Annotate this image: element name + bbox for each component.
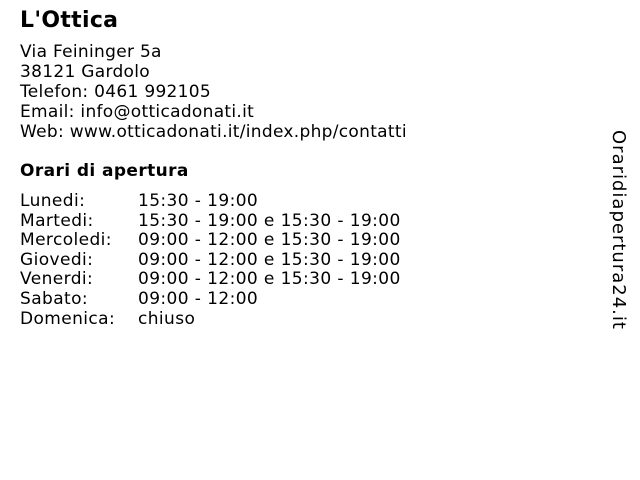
day-label: Sabato:: [20, 288, 89, 309]
hours-row-monday: [20, 192, 401, 212]
web-label: Web:: [20, 122, 64, 142]
watermark-site-name: Oraridiapertura24.it: [608, 130, 629, 330]
hours-table: [20, 192, 401, 329]
day-hours: 15:30 - 19:00: [138, 191, 259, 211]
hours-row-friday: [20, 270, 401, 290]
phone-line: [20, 82, 407, 102]
email-line: [20, 102, 407, 122]
day-label: Mercoledi:: [20, 230, 112, 251]
day-hours: 09:00 - 12:00 e 15:30 - 19:00: [138, 230, 401, 251]
day-hours: 09:00 - 12:00: [138, 288, 259, 309]
day-hours: 09:00 - 12:00 e 15:30 - 19:00: [138, 249, 401, 270]
hours-row-thursday: [20, 251, 401, 271]
contact-block: [20, 42, 407, 142]
day-label: Martedi:: [20, 210, 94, 231]
day-label: Venerdi:: [20, 269, 94, 290]
day-label: Lunedi:: [20, 191, 86, 211]
day-hours: chiuso: [138, 308, 196, 329]
hours-title: Orari di apertura: [20, 161, 189, 181]
phone-label: Telefon:: [20, 82, 89, 102]
day-label: Giovedi:: [20, 249, 94, 270]
business-name: L'Ottica: [20, 8, 119, 33]
address-street: Via Feininger 5a: [20, 42, 162, 62]
hours-row-sunday: [20, 310, 401, 330]
web-value: www.otticadonati.it/index.php/contatti: [69, 122, 407, 142]
hours-row-wednesday: [20, 231, 401, 251]
hours-row-tuesday: [20, 212, 401, 232]
day-label: Domenica:: [20, 308, 116, 329]
day-hours: 15:30 - 19:00 e 15:30 - 19:00: [138, 210, 401, 231]
email-label: Email:: [20, 102, 75, 122]
address-city: 38121 Gardolo: [20, 62, 150, 82]
phone-value: 0461 992105: [94, 82, 212, 102]
day-hours: 09:00 - 12:00 e 15:30 - 19:00: [138, 269, 401, 290]
web-line: [20, 122, 407, 142]
hours-row-saturday: [20, 290, 401, 310]
email-value: info@otticadonati.it: [80, 102, 255, 122]
